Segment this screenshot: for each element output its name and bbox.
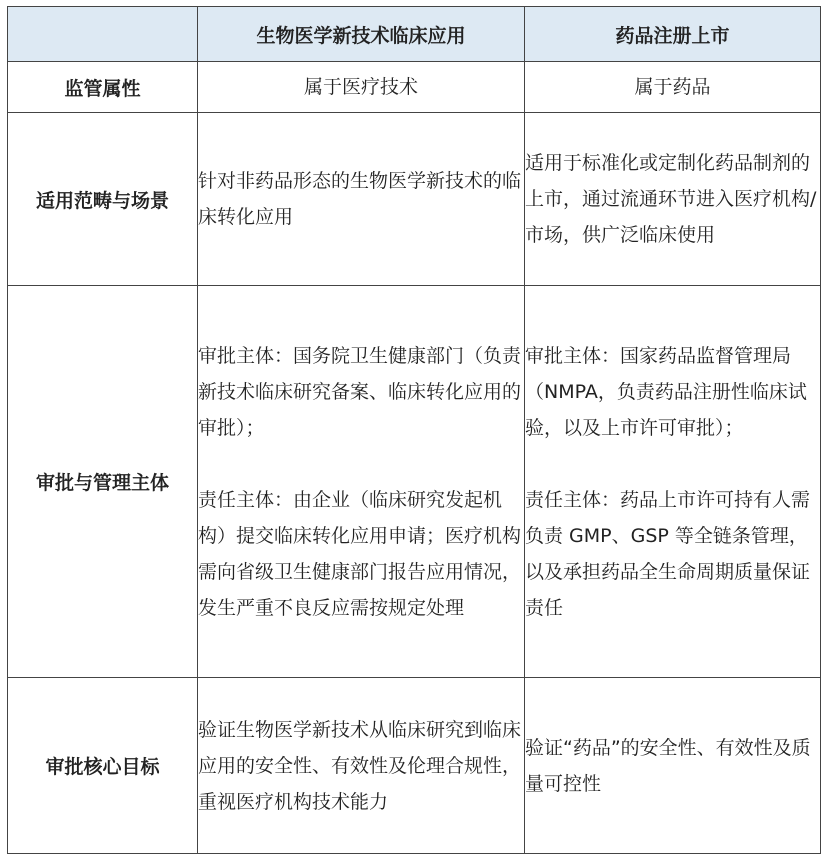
- row-label: 审批与管理主体: [8, 286, 198, 678]
- row-label: 监管属性: [8, 62, 198, 113]
- cell-text: 审批主体：国务院卫生健康部门（负责新技术临床研究备案、临床转化应用的审批）；: [198, 344, 522, 439]
- cell-drug: [525, 62, 821, 113]
- comparison-table: [7, 6, 821, 854]
- header-drug-registration: 药品注册上市: [525, 7, 821, 62]
- cell-text: 属于医疗技术: [303, 76, 418, 98]
- cell-text: 责任主体：药品上市许可持有人需负责 GMP、GSP 等全链条管理，以及承担药品全生命周期质量保证责任: [525, 488, 811, 619]
- cell-drug: [525, 286, 821, 678]
- cell-text: 审批主体：国家药品监督管理局（NMPA，负责药品注册性临床试验，以及上市许可审批）；: [525, 344, 807, 439]
- cell-biomed: [198, 113, 525, 286]
- paragraph-gap: [198, 446, 524, 482]
- cell-biomed: [198, 62, 525, 113]
- table-row: [8, 286, 821, 678]
- header-empty-cell: [8, 7, 198, 62]
- paragraph-gap: [525, 446, 820, 482]
- cell-text: 属于药品: [634, 76, 711, 98]
- table-row: [8, 678, 821, 854]
- row-label: 审批核心目标: [8, 678, 198, 854]
- table-row: [8, 113, 821, 286]
- header-biomed-tech: 生物医学新技术临床应用: [198, 7, 525, 62]
- cell-biomed: [198, 678, 525, 854]
- header-row: [8, 7, 821, 62]
- cell-drug: [525, 678, 821, 854]
- cell-text: 责任主体：由企业（临床研究发起机构）提交临床转化应用申请；医疗机构需向省级卫生健康部门报告应用情况，发生严重不良反应需按规定处理: [198, 488, 522, 619]
- cell-text: 适用于标准化或定制化药品制剂的上市，通过流通环节进入医疗机构/市场，供广泛临床使用: [525, 152, 817, 246]
- row-label: 适用范畴与场景: [8, 113, 198, 286]
- cell-text: 验证生物医学新技术从临床研究到临床应用的安全性、有效性及伦理合规性，重视医疗机构技术能力: [198, 718, 522, 813]
- cell-text: 验证“药品”的安全性、有效性及质量可控性: [525, 736, 811, 795]
- cell-biomed: [198, 286, 525, 678]
- table-row: [8, 62, 821, 113]
- cell-drug: [525, 113, 821, 286]
- cell-text: 针对非药品形态的生物医学新技术的临床转化应用: [198, 170, 522, 228]
